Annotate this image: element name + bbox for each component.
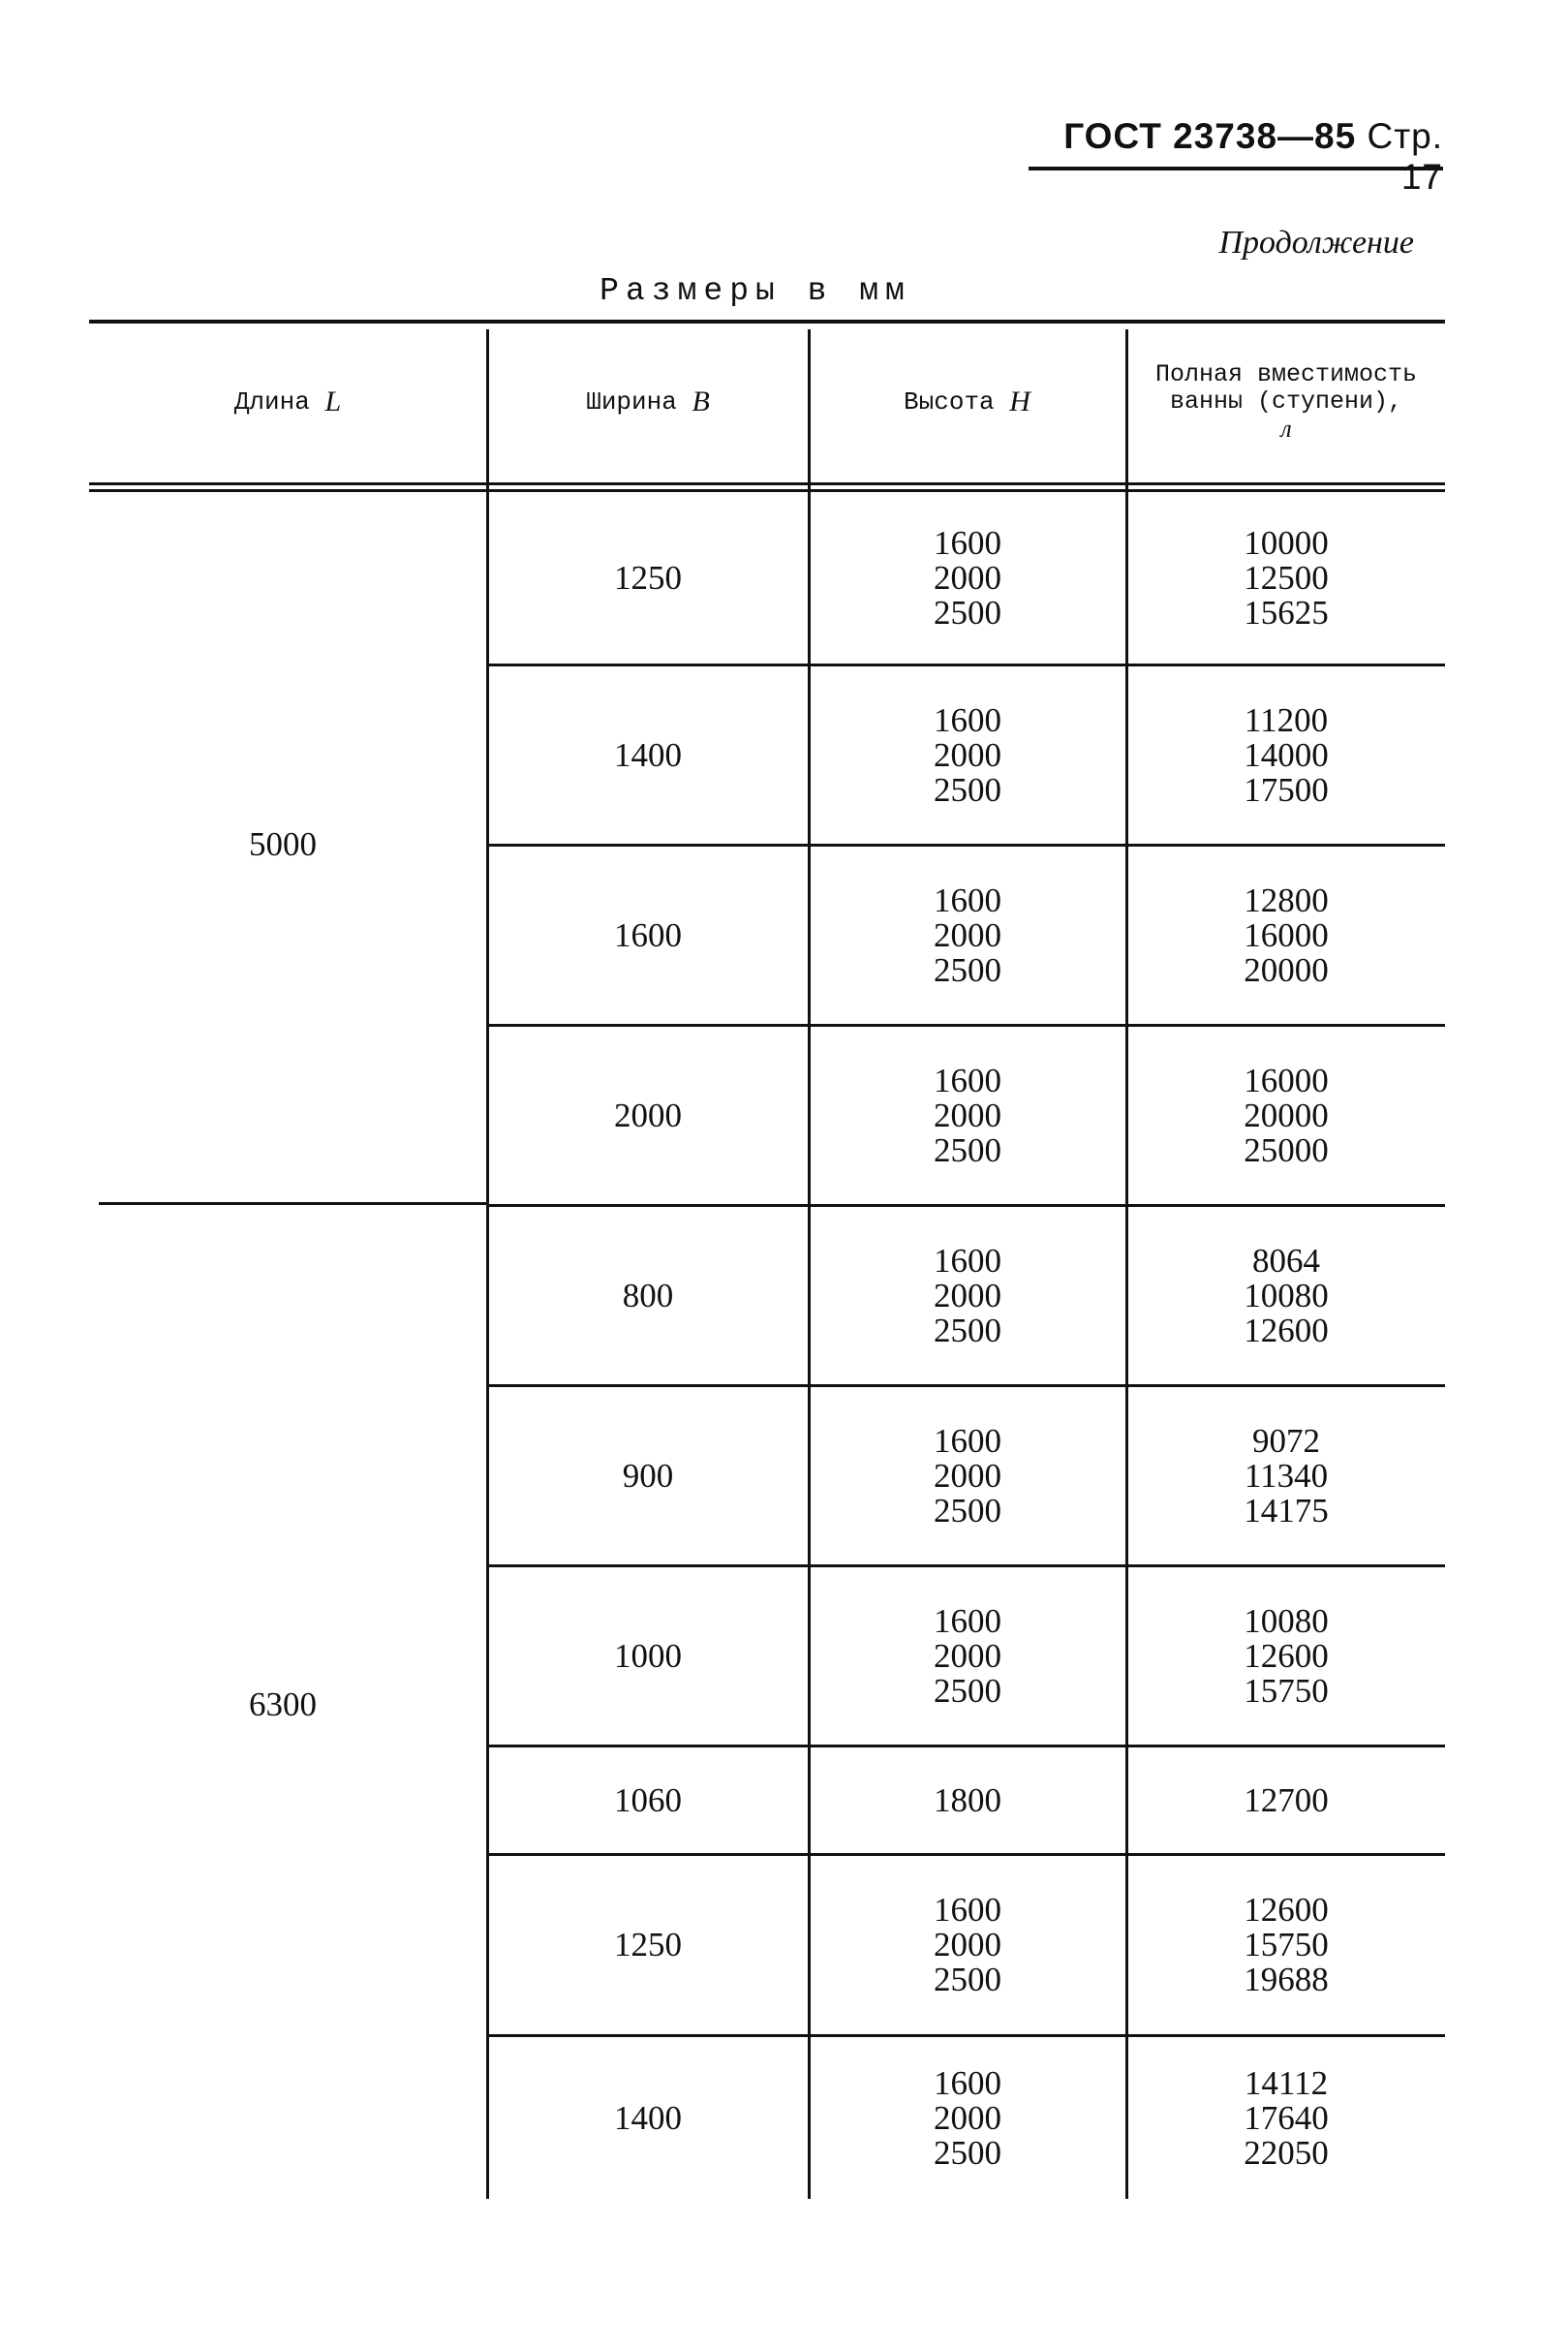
capacity-value: 14112: [1244, 2063, 1329, 2102]
height-value: 1600: [934, 1241, 1001, 1280]
height-cell: [810, 1207, 1125, 1384]
height-value: 2500: [934, 593, 1001, 632]
dimensions-table: [89, 320, 1445, 2199]
height-cell: [810, 1567, 1125, 1745]
table-top-rule: [89, 320, 1445, 324]
width-cell: 900: [622, 1456, 674, 1495]
capacity-value: 14175: [1244, 1491, 1329, 1530]
capacity-value: 12700: [1244, 1780, 1329, 1819]
height-value: 1600: [934, 1891, 1001, 1929]
header-capacity: [1127, 329, 1445, 475]
height-value: 2000: [934, 1636, 1001, 1675]
height-value: 1600: [934, 700, 1001, 739]
header-length: [89, 329, 486, 475]
standard-number: ГОСТ 23738—85: [1063, 116, 1357, 156]
width-cell: 1400: [614, 735, 682, 774]
height-value: 1600: [934, 523, 1001, 562]
header-double-rule-1: [89, 482, 1445, 485]
page-header: [1027, 116, 1443, 198]
height-value: 1600: [934, 2063, 1001, 2102]
header-width: [488, 329, 808, 475]
capacity-value: 17640: [1244, 2098, 1329, 2137]
length-value-5000: 5000: [249, 825, 317, 863]
height-value: 2000: [934, 1926, 1001, 1963]
height-value: 2000: [934, 558, 1001, 597]
length-group-rule: [99, 1202, 486, 1205]
header-height-symbol: H: [1009, 386, 1030, 417]
capacity-value: 10080: [1244, 1276, 1329, 1314]
header-height: [810, 329, 1124, 475]
header-width-symbol: B: [692, 386, 710, 417]
height-cell: [810, 492, 1125, 664]
height-value: 2500: [934, 1961, 1001, 1998]
height-value: 1600: [934, 1061, 1001, 1099]
width-cell: 1600: [614, 915, 682, 954]
capacity-value: 25000: [1244, 1130, 1329, 1169]
height-value: 2500: [934, 950, 1001, 989]
capacity-value: 14000: [1244, 735, 1329, 774]
capacity-cell: [1127, 1747, 1445, 1853]
height-value: 2000: [934, 1096, 1001, 1134]
capacity-cell: [1127, 1387, 1445, 1564]
height-value: 2500: [934, 1130, 1001, 1169]
capacity-cell: [1127, 2037, 1445, 2199]
capacity-value: 15750: [1244, 1671, 1329, 1710]
capacity-value: 12800: [1244, 881, 1329, 919]
width-cell: 1250: [614, 1926, 682, 1963]
height-cell: [810, 1387, 1125, 1564]
height-value: 2500: [934, 1671, 1001, 1710]
header-capacity-line2: ванны (ступени),: [1169, 387, 1403, 416]
height-value: 2000: [934, 735, 1001, 774]
header-rule: [1029, 167, 1443, 170]
capacity-cell: [1127, 492, 1445, 664]
capacity-value: 19688: [1244, 1961, 1329, 1998]
height-value: 1800: [934, 1780, 1001, 1819]
height-value: 2000: [934, 1276, 1001, 1314]
capacity-value: 15625: [1244, 593, 1329, 632]
height-cell: [810, 1747, 1125, 1853]
height-value: 2000: [934, 1456, 1001, 1495]
height-cell: [810, 2037, 1125, 2199]
capacity-value: 11340: [1244, 1456, 1329, 1495]
header-width-label: Ширина: [586, 387, 677, 417]
length-value-6300: 6300: [249, 1685, 317, 1723]
capacity-value: 16000: [1244, 915, 1329, 954]
height-cell: [810, 666, 1125, 844]
height-cell: [810, 1027, 1125, 1204]
width-cell: 2000: [614, 1096, 682, 1134]
capacity-cell: [1127, 666, 1445, 844]
capacity-value: 10000: [1244, 523, 1329, 562]
height-value: 2500: [934, 1311, 1001, 1349]
header-capacity-unit: л: [1280, 415, 1292, 443]
continuation-label: Продолжение: [1218, 225, 1414, 261]
height-value: 1600: [934, 1421, 1001, 1460]
width-cell: 1060: [614, 1780, 682, 1819]
capacity-cell: [1127, 847, 1445, 1024]
capacity-value: 20000: [1244, 1096, 1329, 1134]
height-cell: [810, 847, 1125, 1024]
capacity-value: 8064: [1252, 1241, 1320, 1280]
capacity-value: 12600: [1244, 1891, 1329, 1929]
header-capacity-line1: Полная вместимость: [1154, 360, 1418, 388]
height-value: 2000: [934, 2098, 1001, 2137]
header-length-symbol: L: [324, 386, 342, 417]
width-cell: 1250: [614, 558, 682, 597]
height-value: 2500: [934, 2133, 1001, 2172]
capacity-cell: [1127, 1856, 1445, 2034]
capacity-cell: [1127, 1567, 1445, 1745]
height-value: 1600: [934, 1601, 1001, 1640]
capacity-value: 10080: [1244, 1601, 1329, 1640]
capacity-value: 9072: [1252, 1421, 1320, 1460]
width-cell: 1400: [614, 2098, 682, 2137]
capacity-cell: [1127, 1207, 1445, 1384]
height-value: 2500: [934, 770, 1001, 809]
height-value: 1600: [934, 881, 1001, 919]
capacity-value: 12500: [1244, 558, 1329, 597]
capacity-cell: [1127, 1027, 1445, 1204]
header-length-label: Длина: [233, 387, 310, 417]
capacity-value: 17500: [1244, 770, 1329, 809]
page-number: Стр. 17: [1367, 116, 1443, 197]
header-height-label: Высота: [904, 387, 995, 417]
height-value: 2000: [934, 915, 1001, 954]
height-value: 2500: [934, 1491, 1001, 1530]
capacity-value: 11200: [1244, 700, 1329, 739]
capacity-value: 20000: [1244, 950, 1329, 989]
capacity-value: 12600: [1244, 1311, 1329, 1349]
width-cell: 800: [622, 1276, 674, 1314]
capacity-value: 12600: [1244, 1636, 1329, 1675]
width-cell: 1000: [614, 1636, 682, 1675]
capacity-value: 16000: [1244, 1061, 1329, 1099]
capacity-value: 22050: [1244, 2133, 1329, 2172]
units-caption: Размеры в мм: [600, 273, 911, 309]
height-cell: [810, 1856, 1125, 2034]
capacity-value: 15750: [1244, 1926, 1329, 1963]
